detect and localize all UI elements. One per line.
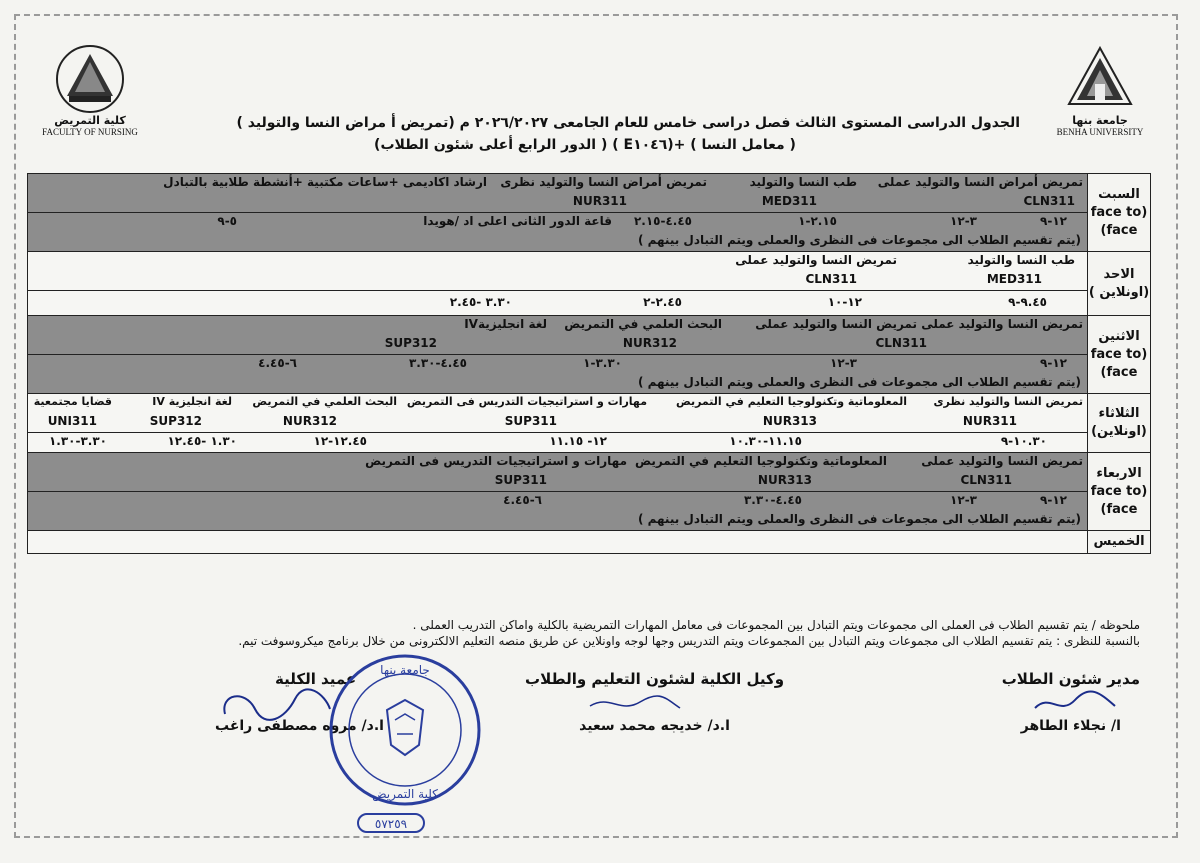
day-row-monday — [28, 316, 1151, 394]
day-name: الاحد — [1103, 266, 1135, 282]
course-code: CLN311 — [1023, 194, 1075, 208]
stamp-bottom-text: كلية التمريض — [372, 787, 438, 801]
day-label — [1088, 252, 1151, 316]
times-line — [28, 491, 1087, 511]
time-slot: ٤.٤٥-٣.٣٠ — [743, 493, 802, 507]
subject: تمريض النسا والتوليد نظرى — [933, 395, 1083, 408]
day-content — [28, 316, 1088, 394]
time-slot: ١.٣٠ -١٢.٤٥ — [167, 434, 237, 448]
university-logo-english: BENHA UNIVERSITY — [1056, 127, 1144, 137]
day-row-sunday — [28, 252, 1151, 316]
signature-title: مدير شئون الطلاب — [1001, 670, 1140, 688]
subject: تمريض النسا والتوليد عملى — [921, 454, 1083, 468]
subjects-line — [28, 316, 1087, 335]
day-name: الاثنين — [1098, 328, 1140, 344]
university-pyramid-icon — [1065, 44, 1135, 114]
day-label — [1088, 316, 1151, 394]
time-slot: ٣-١٢ — [950, 214, 977, 228]
time-slot: ١٢.٤٥-١٢ — [313, 434, 367, 448]
subject: البحث العلمي في التمريض — [564, 317, 722, 331]
time-slot: ١٢-٩ — [1040, 214, 1067, 228]
course-code: SUP311 — [494, 473, 547, 487]
subject: تمريض أمراض النسا والتوليد عملى — [877, 175, 1083, 189]
course-code: MED311 — [986, 272, 1042, 286]
time-slot: ٢.١٥-١ — [798, 214, 837, 228]
day-content — [28, 531, 1088, 554]
course-code: UNI311 — [47, 414, 97, 428]
course-code: CLN311 — [805, 272, 857, 286]
note-line — [28, 232, 1087, 251]
signature-student-affairs — [1002, 670, 1140, 734]
day-name: الخميس — [1093, 534, 1145, 549]
day-mode: (face to face) — [1090, 346, 1148, 380]
official-stamp-icon — [325, 650, 485, 810]
day-row-thursday — [28, 531, 1151, 554]
course-code: NUR311 — [962, 414, 1017, 428]
time-slot: ١٢-١٠ — [827, 295, 862, 309]
group-note: (يتم تقسيم الطلاب الى مجموعات فى النظرى والعملى ويتم التبادل بينهم ) — [637, 375, 1081, 389]
subject: طب النسا والتوليد — [749, 175, 857, 189]
subjects-line — [28, 394, 1087, 413]
group-note: (يتم تقسيم الطلاب الى مجموعات فى النظرى والعملى ويتم التبادل بينهم ) — [637, 512, 1081, 526]
serial-stamp-icon — [356, 812, 426, 834]
day-mode: (face to face) — [1090, 204, 1148, 238]
times-line — [28, 354, 1087, 374]
subject: تمريض النسا والتوليد عملى — [921, 317, 1083, 331]
subject: تمريض النسا والتوليد عملى — [755, 317, 917, 331]
time-slot: ١٢-٩ — [1040, 356, 1067, 370]
signature-name: ا.د/ مروه مصطفى راغب — [215, 718, 384, 734]
times-line — [28, 432, 1087, 452]
day-label — [1088, 531, 1151, 554]
heading-line-1: الجدول الدراسى المستوى الثالث فصل دراسى خامس للعام الجامعى ٢٠٢٦/٢٠٢٧ م (تمريض أ مراض النسا والتوليد ) — [236, 115, 1020, 131]
course-code: SUP312 — [384, 336, 437, 350]
signature-name: ا/ نجلاء الطاهر — [1020, 718, 1121, 734]
day-content — [28, 394, 1088, 453]
course-code: NUR313 — [762, 414, 817, 428]
time-slot: ١٢-٩ — [1040, 493, 1067, 507]
subject: لغة انجليزيةIV — [464, 317, 547, 331]
subject: مهارات و استراتيجيات التدريس فى التمريض — [365, 454, 627, 468]
day-content — [28, 453, 1088, 531]
signature-title: عميد الكلية — [275, 670, 357, 688]
day-name: السبت — [1098, 186, 1140, 202]
subjects-line — [28, 252, 1087, 271]
time-slot: ٣-١٢ — [830, 356, 857, 370]
codes-line — [28, 472, 1087, 491]
subject: ارشاد اكاديمى +ساعات مكتبية +أنشطة طلابية بالتبادل — [163, 175, 487, 189]
subject: تمريض أمراض النسا والتوليد نظرى — [500, 175, 707, 189]
time-slot: ١٢- ١١.١٥ — [549, 434, 607, 448]
time-slot: ١٠.٣٠-٩ — [1000, 434, 1047, 448]
course-code: NUR313 — [757, 473, 812, 487]
handwritten-signature-icon — [1030, 688, 1120, 718]
codes-line — [28, 193, 1087, 212]
day-label — [1088, 453, 1151, 531]
stamp-top-text: جامعة بنها — [380, 663, 430, 677]
footer-note-practical: ملحوظه / يتم تقسيم الطلاب فى العملى الى مجموعات ويتم التبادل بين المجموعات فى معامل المهارات التمريضية بالكلية واماكن التدريب العملى . — [412, 618, 1140, 632]
course-code: CLN311 — [875, 336, 927, 350]
subject: المعلوماتية وتكنولوجيا التعليم في التمريض — [675, 395, 907, 408]
subject: قضايا مجتمعية — [33, 395, 112, 408]
day-mode: (اونلاين ) — [1088, 284, 1150, 300]
codes-line — [28, 271, 1087, 290]
subject: مهارات و استراتيجيات التدريس فى التمريض — [406, 395, 647, 408]
day-mode: (face to face) — [1090, 483, 1148, 517]
day-content — [28, 252, 1088, 316]
signature-title: وكيل الكلية لشئون التعليم والطلاب — [525, 670, 785, 688]
time-slot: ٢.٤٥-٢ — [643, 295, 682, 309]
codes-line — [28, 335, 1087, 354]
day-mode: (اونلاين) — [1091, 424, 1147, 439]
footer-notes — [60, 617, 1140, 649]
course-code: MED311 — [761, 194, 817, 208]
heading-line-2: ( معامل النسا ) +(E١٠٤٦ ) ( الدور الرابع أعلى شئون الطلاب) — [374, 137, 796, 153]
day-label — [1088, 174, 1151, 252]
day-label — [1088, 394, 1151, 453]
faculty-logo-arabic: كلية التمريض — [54, 114, 126, 127]
group-note: (يتم تقسيم الطلاب الى مجموعات فى النظرى والعملى ويتم التبادل بينهم ) — [637, 233, 1081, 247]
time-slot: ٣.٣٠-١.٣٠ — [48, 434, 107, 448]
university-logo-arabic: جامعة بنها — [1072, 114, 1128, 127]
subjects-line — [28, 453, 1087, 472]
handwritten-signature-icon — [215, 684, 335, 724]
codes-line — [28, 413, 1087, 432]
room-note: قاعة الدور الثانى اعلى اد /هويدا — [423, 214, 612, 228]
course-code: NUR312 — [622, 336, 677, 350]
faculty-logo — [30, 44, 150, 137]
time-slot: ٤.٤٥-٢.١٥ — [633, 214, 692, 228]
subject: البحث العلمي في التمريض — [252, 395, 397, 408]
course-code: SUP312 — [149, 414, 202, 428]
note-line — [28, 374, 1087, 393]
time-slot: ١١.١٥-١٠.٣٠ — [729, 434, 802, 448]
course-code: NUR311 — [572, 194, 627, 208]
time-slot: ٥-٩ — [217, 214, 237, 228]
university-logo — [1040, 44, 1160, 137]
subject: المعلوماتية وتكنولوجيا التعليم في التمريض — [634, 454, 887, 468]
times-line — [28, 212, 1087, 232]
time-slot: ٩.٤٥-٩ — [1008, 295, 1047, 309]
footer-note-theory: بالنسبة للنظرى : يتم تقسيم الطلاب الى مجموعات ويتم التبادل بين المجموعات ويتم التدريس وجها لوجه واونلاين عن طريق منصه التعليم الالكترونى من خلال برنامج ميكروسوفت تيم. — [238, 634, 1140, 648]
schedule-table — [27, 173, 1151, 554]
course-code: SUP311 — [504, 414, 557, 428]
time-slot: ٤.٤٥-٣.٣٠ — [408, 356, 467, 370]
handwritten-signature-icon — [585, 692, 685, 716]
schedule-heading — [150, 112, 1020, 156]
time-slot: ٦-٤.٤٥ — [503, 493, 542, 507]
day-content — [28, 174, 1088, 252]
times-line — [28, 290, 1087, 315]
faculty-pyramid-icon — [55, 44, 125, 114]
time-slot: ٣.٣٠ -٢.٤٥ — [449, 295, 512, 309]
serial-stamp-number: ٥٧٢٥٩ — [374, 817, 408, 831]
day-row-saturday — [28, 174, 1151, 252]
signature-name: ا.د/ خديجه محمد سعيد — [579, 718, 730, 734]
course-code: CLN311 — [960, 473, 1012, 487]
subject: طب النسا والتوليد — [967, 253, 1075, 267]
subjects-line — [28, 174, 1087, 193]
time-slot: ٣.٣٠-١ — [583, 356, 622, 370]
time-slot: ٦-٤.٤٥ — [258, 356, 297, 370]
day-name: الاربعاء — [1096, 465, 1142, 481]
day-row-tuesday — [28, 394, 1151, 453]
faculty-logo-english: FACULTY OF NURSING — [42, 127, 138, 137]
day-name: الثلاثاء — [1098, 406, 1140, 421]
signature-vice-dean — [525, 670, 784, 734]
note-line — [28, 511, 1087, 530]
course-code: NUR312 — [282, 414, 337, 428]
day-row-wednesday — [28, 453, 1151, 531]
time-slot: ٣-١٢ — [950, 493, 977, 507]
subject: لغة انجليزية IV — [152, 395, 232, 408]
subject: تمريض النسا والتوليد عملى — [735, 253, 897, 267]
